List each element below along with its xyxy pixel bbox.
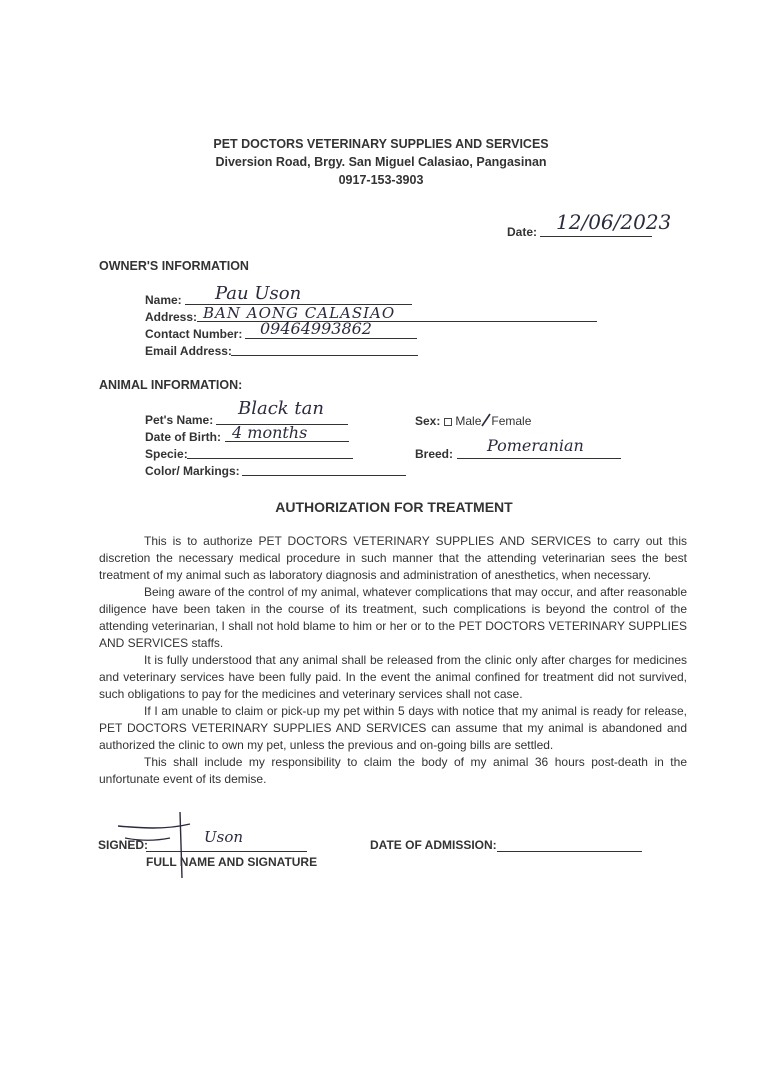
date-line [540, 236, 652, 237]
dob-value: 4 months [232, 423, 308, 442]
owner-name-value: Pau Uson [215, 283, 302, 304]
authorization-title: AUTHORIZATION FOR TREATMENT [275, 499, 513, 515]
owner-email-line [231, 355, 418, 356]
signature-mark [110, 808, 220, 888]
owner-address-value: BAN AONG CALASIAO [203, 304, 396, 322]
owner-contact-value: 09464993862 [260, 319, 372, 338]
owner-contact-line [245, 338, 417, 339]
male-checkbox[interactable] [444, 418, 452, 426]
breed-value: Pomeranian [487, 436, 584, 455]
sex-female-option: Female [491, 414, 532, 428]
female-check-mark [481, 413, 491, 428]
date-label: Date: [507, 225, 538, 239]
breed-line [457, 458, 621, 459]
authorization-paragraph: This is to authorize PET DOCTORS VETERINARY SUPPLIES AND SERVICES to carry out this discretion the necessary medical procedure in such manner that the attending veterinarian sees the best treatment of my animal such as laboratory diagnosis and administration of anesthetics, when necessary. [99, 534, 687, 582]
authorization-paragraph: This shall include my responsibility to claim the body of my animal 36 hours post-death in the unfortunate event of its demise. [99, 755, 687, 786]
pet-name-label: Pet's Name: [145, 413, 214, 427]
date-value: 12/06/2023 [556, 210, 672, 234]
signed-value: Uson [204, 828, 244, 846]
specie-line [187, 458, 353, 459]
sex-field [415, 413, 531, 428]
animal-section-title: ANIMAL INFORMATION: [99, 378, 243, 392]
signed-label: SIGNED: [98, 838, 149, 852]
sex-male-option: Male [455, 414, 482, 428]
authorization-body [99, 533, 687, 788]
owner-email-label: Email Address: [145, 344, 232, 358]
specie-label: Specie: [145, 447, 188, 461]
company-phone: 0917-153-3903 [338, 173, 424, 187]
signature-caption: FULL NAME AND SIGNATURE [146, 855, 318, 869]
company-address: Diversion Road, Brgy. San Miguel Calasiao, Pangasinan [215, 155, 547, 169]
authorization-paragraph: Being aware of the control of my animal, whatever complications that may occur, and after reasonable diligence have been taken in the course of its treatment, such complications is beyond the control of the attending veterinarian, I shall not hold blame to him or her or to the PET DOCTORS VETERINARY SUPPLIES AND SERVICES staffs. [99, 585, 687, 650]
owner-name-label: Name: [145, 293, 182, 307]
owner-contact-label: Contact Number: [145, 327, 243, 341]
dob-label: Date of Birth: [145, 430, 221, 444]
sex-label: Sex: [415, 414, 441, 428]
owner-address-label: Address: [145, 310, 198, 324]
pet-name-value: Black tan [238, 398, 324, 419]
color-line [242, 475, 406, 476]
admission-line [497, 851, 642, 852]
authorization-paragraph: If I am unable to claim or pick-up my pet within 5 days with notice that my animal is ready for release, PET DOCTORS VETERINARY SUPPLIES AND SERVICES can assume that my animal is abandoned and authorized the clinic to own my pet, unless the previous and on-going bills are settled. [99, 704, 687, 752]
owner-section-title: OWNER'S INFORMATION [99, 259, 249, 273]
company-name: PET DOCTORS VETERINARY SUPPLIES AND SERVICES [213, 137, 549, 151]
authorization-paragraph: It is fully understood that any animal shall be released from the clinic only after charges for medicines and veterinary services have been fully paid. In the event the animal confined for treatment did not survived, such obligations to pay for the medicines and veterinary services shall not case. [99, 653, 687, 701]
admission-label: DATE OF ADMISSION: [370, 838, 497, 852]
color-label: Color/ Markings: [145, 464, 240, 478]
breed-label: Breed: [415, 447, 454, 461]
